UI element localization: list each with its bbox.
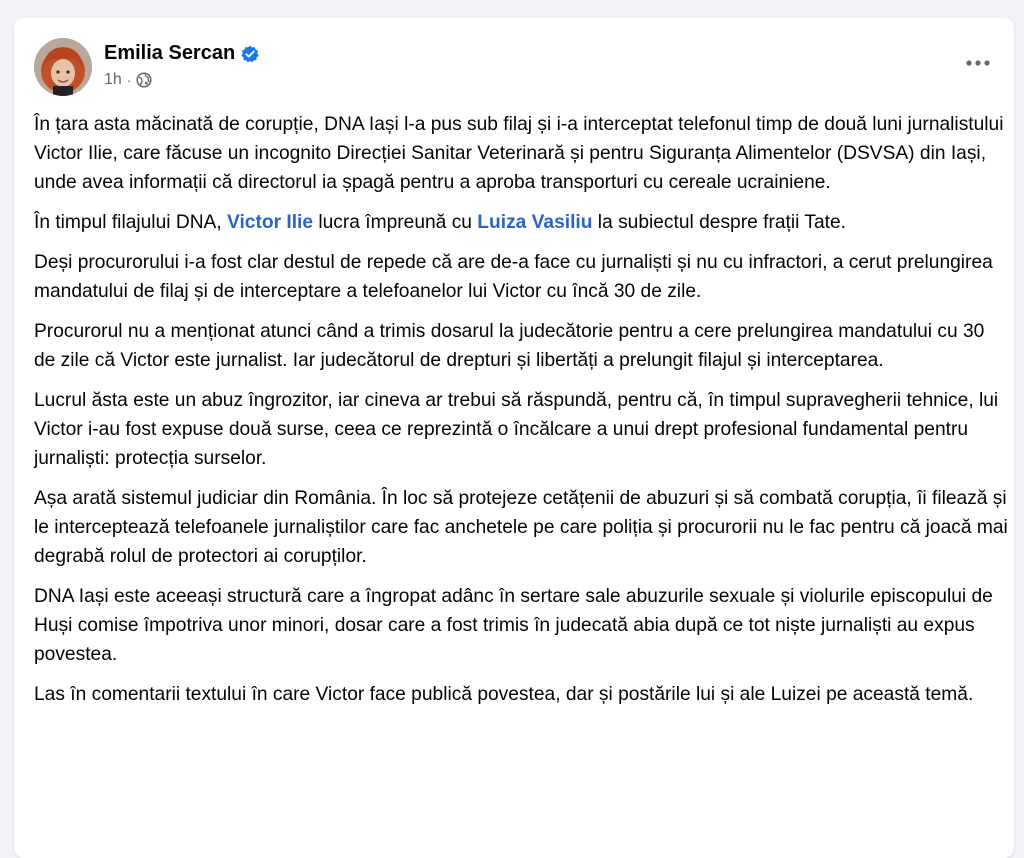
mention-victor-ilie[interactable]: Victor Ilie: [227, 212, 314, 233]
paragraph-2-text-c: la subiectul despre frații Tate.: [592, 212, 846, 233]
paragraph-8: Las în comentarii textului în care Victor face publică povestea, dar și postările lui și ale Luizei pe această temă.: [34, 684, 974, 705]
globe-icon[interactable]: [136, 72, 152, 88]
paragraph-2-text-b: lucra împreună cu: [313, 212, 478, 233]
paragraph-2: [34, 208, 1009, 237]
verified-badge-icon: [241, 45, 259, 63]
paragraph-7: DNA Iași este aceeași structură care a îngropat adânc în sertare sale abuzurile sexuale și violurile episcopului de Huși comise împotriva unor minori, dosar care a fost trimis în judecată abia după ce tot niște jurnaliști au expus povestea.: [34, 586, 993, 665]
post-text: [34, 110, 1009, 720]
author-avatar[interactable]: [34, 38, 92, 96]
paragraph-1: În țara asta măcinată de corupție, DNA Iași l-a pus sub filaj și i-a interceptat telefonul timp de două luni jurnalistului Victor Ilie, care făcuse un incognito Direcției Sanitar Veterinară și pentru Siguranța Alimentelor (DSVSA) din Iași, unde avea informații că directorul ia șpagă pentru a aproba transporturi cu cereale ucrainiene.: [34, 114, 1004, 193]
paragraph-6: Așa arată sistemul judiciar din România. În loc să protejeze cetățenii de abuzuri și să combată corupția, îi filează și le interceptează telefoanele jurnaliștilor care fac anchetele pe care poliția și procurorii nu le fac pentru că joacă mai degrabă rolul de protectori ai corupților.: [34, 488, 1008, 567]
post-header: [14, 18, 1014, 98]
mention-luiza-vasiliu[interactable]: Luiza Vasiliu: [477, 212, 593, 233]
paragraph-4: Procurorul nu a menționat atunci când a trimis dosarul la judecătorie pentru a cere prelungirea mandatului cu 30 de zile că Victor este jurnalist. Iar judecătorul de drepturi și libertăți a prelungit filajul și interceptarea.: [34, 321, 985, 371]
author-name[interactable]: Emilia Sercan: [104, 42, 236, 64]
post-meta: [104, 71, 152, 89]
paragraph-3: Deși procurorului i-a fost clar destul de repede că are de-a face cu jurnaliști și nu cu infractori, a cerut prelungirea mandatului de filaj și de interceptare a telefoanelor lui Victor cu încă 30 de zile.: [34, 252, 993, 302]
avatar-image: [34, 38, 92, 96]
author-line: [104, 42, 259, 65]
post-time[interactable]: 1h: [104, 71, 122, 88]
more-options-icon[interactable]: [960, 48, 996, 78]
meta-separator: ·: [126, 72, 132, 88]
post-card: [14, 18, 1014, 858]
paragraph-2-text-a: În timpul filajului DNA,: [34, 212, 228, 233]
paragraph-5: Lucrul ăsta este un abuz îngrozitor, iar cineva ar trebui să răspundă, pentru că, în timpul supravegherii tehnice, lui Victor i-au fost expuse două surse, ceea ce reprezintă o încălcare a unui drept profesional fundamental pentru jurnaliști: protecția surselor.: [34, 390, 999, 469]
